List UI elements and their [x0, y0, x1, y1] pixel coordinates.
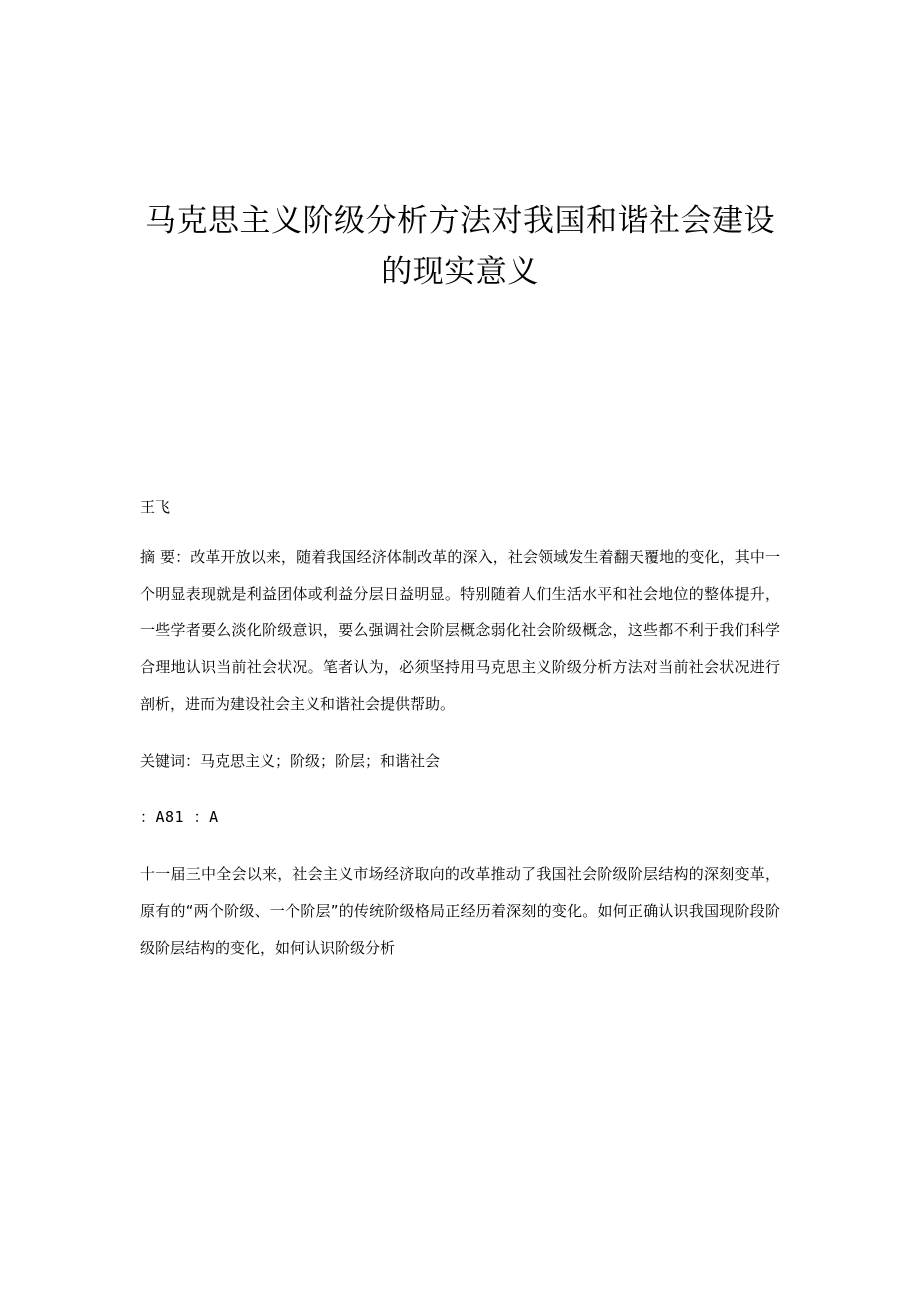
page-title: 马克思主义阶级分析方法对我国和谐社会建设的现实意义 — [145, 203, 775, 291]
title-block — [140, 0, 780, 299]
body-paragraph: 十一届三中全会以来，社会主义市场经济取向的改革推动了我国社会阶级阶层结构的深刻变革，原有的“两个阶级、一个阶层”的传统阶级格局正经历着深刻的变化。如何正确认识我国现阶段阶级阶层结构的变化，如何认识阶级分析 — [140, 865, 780, 957]
abstract-paragraph: 摘 要：改革开放以来，随着我国经济体制改革的深入，社会领域发生着翻天覆地的变化，其中一个明显表现就是利益团体或利益分层日益明显。特别随着人们生活水平和社会地位的整体提升，一些学者要么淡化阶级意识，要么强调社会阶层概念弱化社会阶级概念，这些都不利于我们科学合理地认识当前社会状况。笔者认为，必须坚持用马克思主义阶级分析方法对当前社会状况进行剖析，进而为建设社会主义和谐社会提供帮助。 — [140, 547, 780, 713]
keywords-line: 关键词：马克思主义；阶级；阶层；和谐社会 — [140, 751, 441, 770]
classification-line: ：A81 ：A — [140, 808, 219, 827]
author-name: 王飞 — [140, 497, 171, 516]
